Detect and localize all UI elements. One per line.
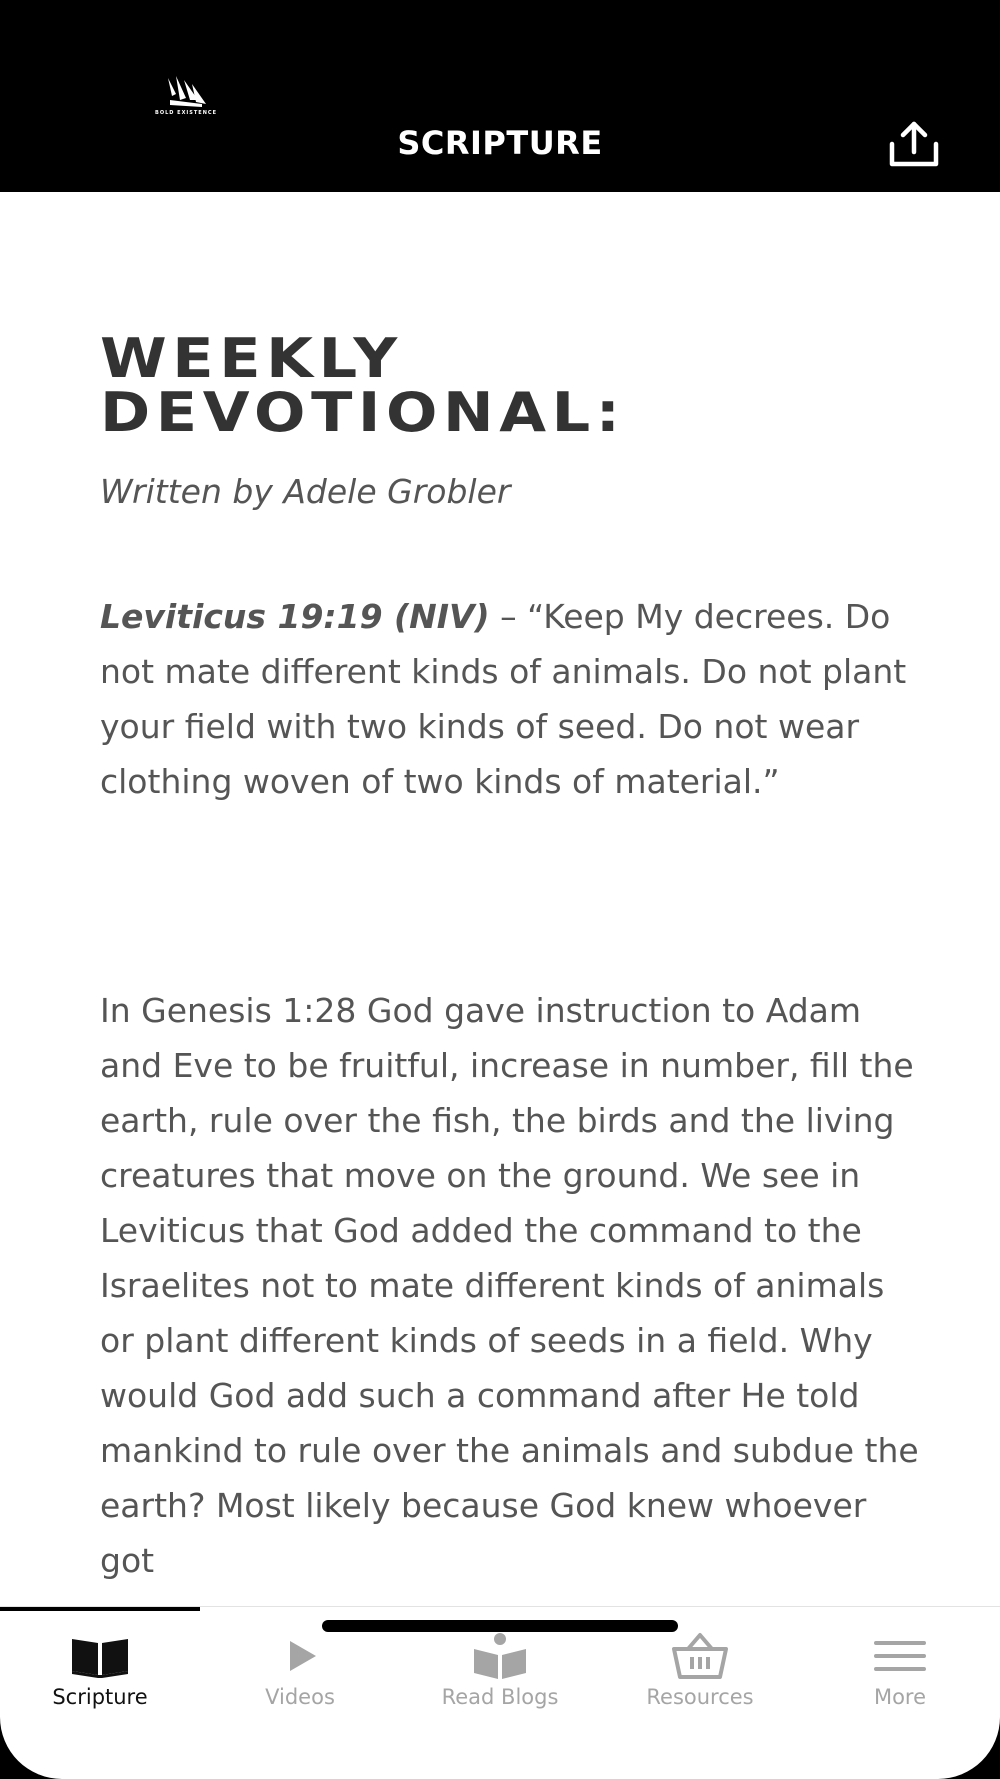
tab-label: Scripture [52,1685,148,1709]
basket-icon [670,1631,730,1681]
tab-label: Read Blogs [441,1685,559,1709]
devotional-heading: WEEKLY DEVOTIONAL: [100,327,626,444]
tab-more[interactable] [800,1607,1000,1727]
logo-wordmark: BOLD EXISTENCE [155,110,217,116]
share-button[interactable] [886,120,942,170]
share-upload-icon [886,120,942,170]
page-title: SCRIPTURE [397,124,603,162]
tab-label: Videos [265,1685,335,1709]
wings-logo-icon [146,74,226,114]
devotional-paragraph: In Genesis 1:28 God gave instruction to Adam and Eve to be fruitful, increase in number, fill the earth, rule over the fish, the birds and the living creatures that move on the ground. We see in Leviticus that God added the command to the Israelites not to mate different kinds of animals or plant different kinds of seeds in a field. Why would God add such a command after He told mankind to rule over the animals and subdue the earth? Most likely because God knew whoever got [100,991,919,1580]
reading-person-icon [470,1631,530,1681]
bold-existence-logo[interactable] [146,74,226,120]
author-byline: Written by Adele Grobler [100,472,511,511]
tab-label: More [873,1685,927,1709]
tab-scripture[interactable] [0,1607,200,1727]
menu-lines-icon [870,1631,930,1681]
play-icon [270,1631,330,1681]
verse-reference: Leviticus 19:19 (NIV) [100,597,490,636]
home-indicator[interactable] [322,1620,678,1632]
app-header [0,0,1000,192]
verse-text: – “Keep My decrees. Do not mate different kinds of animals. Do not plant your field with two kinds of seed. Do not wear clothing woven of two kinds of material.” [100,597,907,801]
tab-label: Resources [646,1685,754,1709]
scripture-verse [100,589,920,809]
open-book-icon [70,1631,130,1681]
article-content[interactable] [0,192,1000,1606]
